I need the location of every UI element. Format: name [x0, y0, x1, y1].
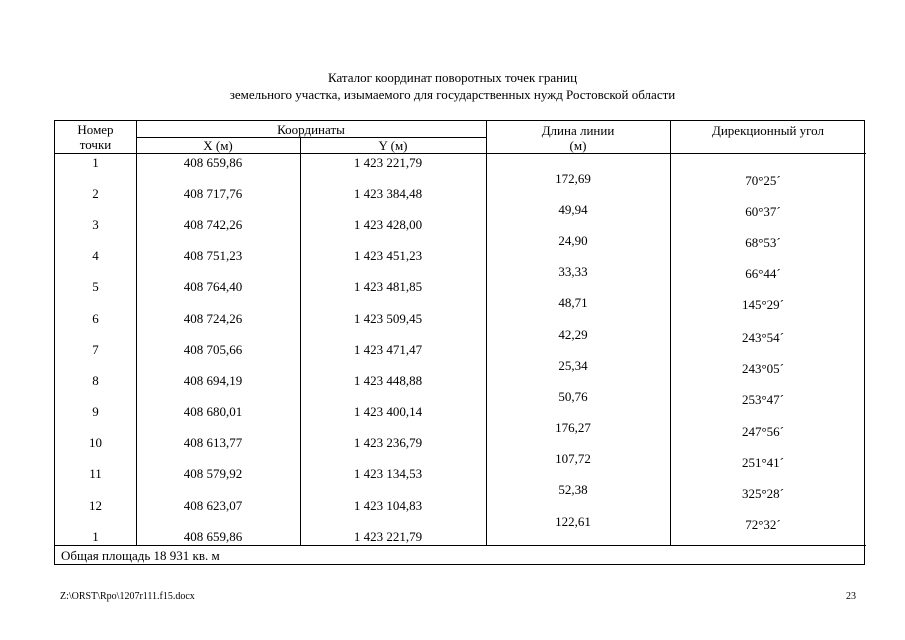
point-number: 11: [89, 466, 102, 481]
total-area: Общая площадь 18 931 кв. м: [61, 548, 220, 563]
point-y: 1 423 509,45: [353, 311, 423, 326]
header-line-length: Длина линии (м): [541, 123, 615, 153]
table-bottom-line: [55, 545, 866, 546]
segment-angle: 70°25´: [745, 173, 781, 188]
segment-length: 107,72: [555, 451, 591, 466]
point-y: 1 423 428,00: [353, 217, 423, 232]
point-number: 7: [92, 342, 99, 357]
point-number: 12: [89, 498, 102, 513]
point-y: 1 423 481,85: [353, 279, 423, 294]
document-title-line-2: земельного участка, изымаемого для государственных нужд Ростовской области: [229, 87, 676, 102]
segment-length: 122,61: [555, 514, 591, 529]
point-x: 408 724,26: [183, 311, 243, 326]
point-x: 408 680,01: [183, 404, 243, 419]
point-number: 10: [89, 435, 102, 450]
document-title-line-1: Каталог координат поворотных точек границ: [327, 70, 578, 85]
point-y: 1 423 221,79: [353, 155, 423, 170]
point-x: 408 742,26: [183, 217, 243, 232]
header-coordinates: Координаты: [277, 122, 345, 137]
point-y: 1 423 448,88: [353, 373, 423, 388]
column-divider: [136, 121, 137, 545]
segment-angle: 145°29´: [741, 297, 785, 312]
file-path: Z:\ORST\Rpo\1207r111.f15.docx: [60, 591, 195, 602]
point-x: 408 613,77: [183, 435, 243, 450]
segment-angle: 66°44´: [745, 266, 781, 281]
header-direction-angle: Дирекционный угол: [711, 123, 824, 138]
segment-angle: 325°28´: [741, 486, 785, 501]
segment-angle: 60°37´: [745, 204, 781, 219]
point-number: 2: [92, 186, 99, 201]
point-number: 1: [92, 155, 99, 170]
segment-length: 52,38: [558, 482, 588, 497]
point-number: 9: [92, 404, 99, 419]
point-x: 408 694,19: [183, 373, 243, 388]
segment-length: 176,27: [555, 420, 591, 435]
segment-angle: 247°56´: [741, 424, 785, 439]
header-bottom-line: [55, 153, 866, 154]
segment-length: 42,29: [558, 327, 588, 342]
point-x: 408 623,07: [183, 498, 243, 513]
segment-angle: 253°47´: [741, 392, 785, 407]
segment-length: 172,69: [555, 171, 591, 186]
segment-angle: 243°05´: [741, 361, 785, 376]
segment-length: 49,94: [558, 202, 588, 217]
point-number: 6: [92, 311, 99, 326]
point-x: 408 705,66: [183, 342, 243, 357]
segment-length: 24,90: [558, 233, 588, 248]
page-number: 23: [846, 591, 856, 602]
point-y: 1 423 134,53: [353, 466, 423, 481]
segment-length: 33,33: [558, 264, 588, 279]
segment-length: 25,34: [558, 358, 588, 373]
point-y: 1 423 471,47: [353, 342, 423, 357]
point-x: 408 751,23: [183, 248, 243, 263]
segment-angle: 72°32´: [745, 517, 781, 532]
point-number: 5: [92, 279, 99, 294]
point-y: 1 423 221,79: [353, 529, 423, 544]
point-x: 408 659,86: [183, 529, 243, 544]
segment-angle: 251°41´: [741, 455, 785, 470]
point-number: 4: [92, 248, 99, 263]
point-y: 1 423 451,23: [353, 248, 423, 263]
header-y: Y (м): [378, 138, 408, 153]
header-x: X (м): [203, 138, 233, 153]
point-y: 1 423 400,14: [353, 404, 423, 419]
segment-angle: 68°53´: [745, 235, 781, 250]
coordinates-table: [54, 120, 865, 565]
point-number: 8: [92, 373, 99, 388]
segment-angle: 243°54´: [741, 330, 785, 345]
point-x: 408 717,76: [183, 186, 243, 201]
point-y: 1 423 104,83: [353, 498, 423, 513]
point-x: 408 764,40: [183, 279, 243, 294]
point-x: 408 659,86: [183, 155, 243, 170]
point-y: 1 423 236,79: [353, 435, 423, 450]
point-number: 3: [92, 217, 99, 232]
segment-length: 48,71: [558, 295, 588, 310]
point-number: 1: [92, 529, 99, 544]
header-point-number: Номер точки: [77, 122, 114, 152]
point-y: 1 423 384,48: [353, 186, 423, 201]
segment-length: 50,76: [558, 389, 588, 404]
point-x: 408 579,92: [183, 466, 243, 481]
